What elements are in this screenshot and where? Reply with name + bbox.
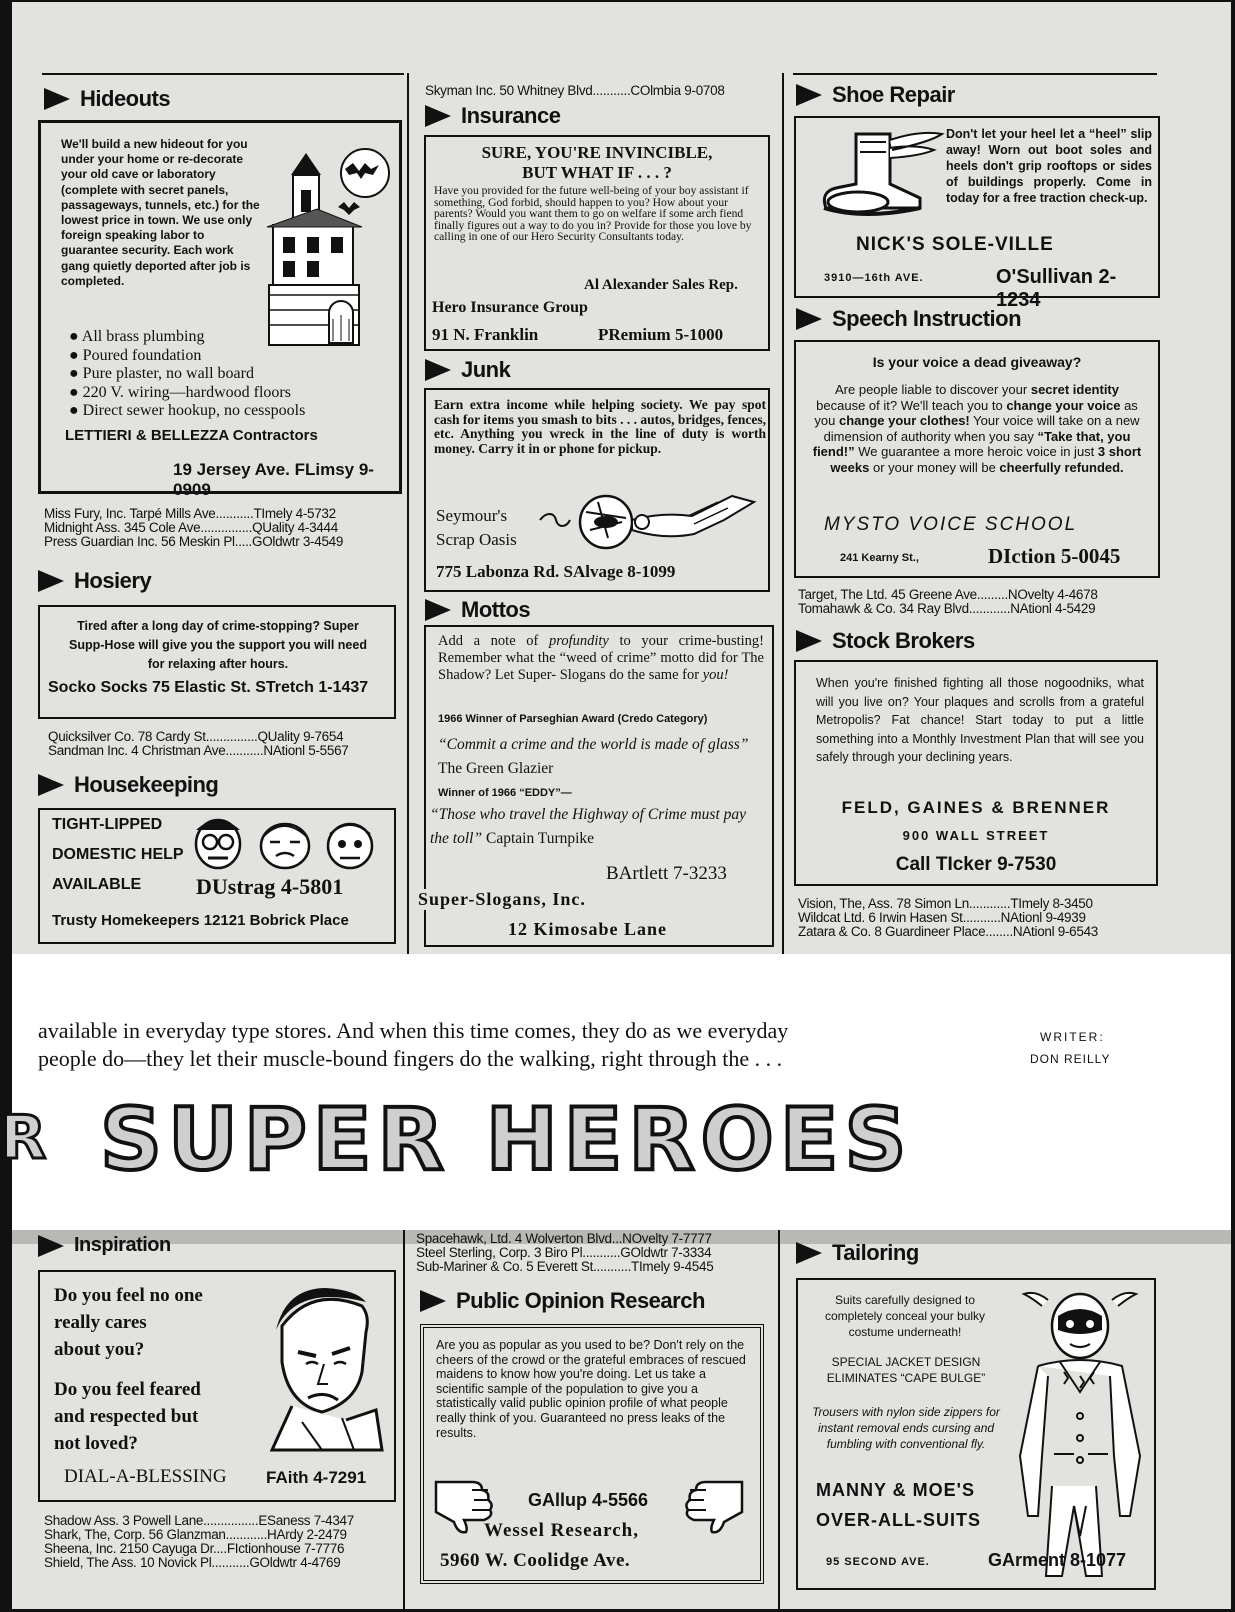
speech-address: 241 Kearny St.,: [840, 552, 919, 564]
shoe-repair-company: NICK'S SOLE-VILLE: [856, 234, 1054, 255]
insurance-body: Have you provided for the future well-being of your boy assistant if something, God forbid, should happen to you? How about your parents? Would you want them to go on welfare if some arch fiend finally figures out a way to do you in? Provide for those you love by calling in one of our Hero Security Consultants today.: [434, 184, 752, 244]
inspiration-question-1: Do you feel no one really cares about you?: [54, 1285, 203, 1360]
public-opinion-phone: GAllup 4-5566: [528, 1490, 649, 1510]
listing-row: Steel Sterling, Corp. 3 Biro Pl...........GOldwtr 7-3334: [416, 1245, 712, 1260]
heading-hosiery: Hosiery: [38, 568, 151, 594]
heading-shoe-repair: Shoe Repair: [796, 82, 955, 108]
inspiration-service: DIAL-A-BLESSING: [64, 1466, 227, 1487]
speech-phone: DIction 5-0045: [988, 544, 1121, 568]
hosiery-contact: Socko Socks 75 Elastic St. STretch 1-1437: [48, 679, 369, 696]
listings-group-b: [48, 730, 349, 758]
insurance-address: 91 N. Franklin: [432, 325, 539, 344]
hideouts-address: 19 Jersey Ave. FLimsy 9-0909: [173, 460, 374, 499]
flying-hero-with-junk-icon: [538, 490, 758, 552]
housekeeping-ad: [38, 808, 396, 944]
inspiration-question-2: Do you feel feared and respected but not loved?: [54, 1379, 201, 1454]
triangle-bullet-icon: [425, 599, 451, 621]
insurance-headline-2: BUT WHAT IF . . . ?: [522, 163, 672, 182]
winged-boot-icon: [816, 128, 946, 216]
insurance-company: Hero Insurance Group: [432, 299, 588, 316]
public-opinion-body: Are you as popular as you used to be? Don't rely on the cheers of the crowd or the grateful embraces of rescued maidens to know how you're doing. Let us take a scientific sample of the population to give you a statistically valid public opinion profile of what people really think of you. Guaranteed no press leaks of the results.: [436, 1338, 746, 1440]
shoe-repair-address: 3910—16th AVE.: [824, 272, 924, 284]
housekeeping-line2: DOMESTIC HELP: [52, 846, 184, 863]
listings-group-e: [44, 1514, 354, 1570]
listing-row: Vision, The, Ass. 78 Simon Ln............TImely 8-3450: [798, 896, 1093, 911]
super-heroes-title: SUPER HEROES: [100, 1090, 913, 1190]
mottos-quote-1: “Commit a crime and the world is made of glass” The Green Glazier: [438, 736, 749, 777]
listing-row: Sheena, Inc. 2150 Cayuga Dr....FIctionhouse 7-7776: [44, 1541, 345, 1556]
triangle-bullet-icon: [38, 774, 64, 796]
writer-name: DON REILLY: [1030, 1052, 1111, 1066]
speech-school: MYSTO VOICE SCHOOL: [824, 514, 1078, 535]
listing-skyman: Skyman Inc. 50 Whitney Blvd...........COlmbia 9-0708: [425, 83, 725, 98]
tailoring-text-1: Suits carefully designed to completely conceal your bulky costume underneath!: [824, 1293, 986, 1339]
insurance-ad: [424, 135, 770, 351]
triangle-bullet-icon: [420, 1290, 446, 1312]
feature-item: ● 220 V. wiring—hardwood floors: [69, 383, 291, 401]
feature-item: ● Direct sewer hookup, no cesspools: [69, 402, 306, 419]
public-opinion-address: 5960 W. Coolidge Ave.: [440, 1550, 631, 1571]
three-servants-faces-icon: [190, 814, 380, 870]
listings-group-c: [798, 588, 1098, 616]
heading-stock-brokers: Stock Brokers: [796, 628, 975, 654]
column-divider-2: [782, 73, 784, 955]
housekeeping-line3: AVAILABLE: [52, 876, 142, 893]
triangle-bullet-icon: [796, 308, 822, 330]
heading-speech-instruction: Speech Instruction: [796, 306, 1021, 332]
hosiery-ad: [38, 605, 396, 719]
tailoring-text-3: Trousers with nylon side zippers for instant removal ends cursing and fumbling with conventional fly.: [812, 1405, 1000, 1451]
speech-instruction-ad: [794, 340, 1160, 578]
hideouts-ad: [38, 120, 402, 499]
listing-row: Press Guardian Inc. 56 Meskin Pl.....GOldwtr 3-4549: [44, 534, 344, 549]
hosiery-body: Tired after a long day of crime-stopping? Super Supp-Hose will give you the support you will need for relaxing after hours.: [69, 619, 367, 671]
column-divider-4: [778, 1230, 780, 1612]
listing-row: Shield, The Ass. 10 Novick Pl...........GOldwtr 4-4769: [44, 1555, 341, 1570]
listing-row: Target, The Ltd. 45 Greene Ave.........NOvelty 4-4678: [798, 587, 1098, 602]
listing-row: Quicksilver Co. 78 Cardy St...............QUality 9-7654: [48, 729, 344, 744]
junk-name-1: Seymour's: [436, 506, 508, 525]
triangle-bullet-icon: [44, 88, 70, 110]
public-opinion-ad: [420, 1324, 764, 1584]
stock-brokers-body: When you're finished fighting all those nogoodniks, what will you live on? Your plaques and scrolls from a grateful Metropolis? Fat chance! Start today to put a little something into a Monthly Investment Plan that will see you safely through your declining years.: [816, 676, 1144, 765]
hideouts-company: LETTIERI & BELLEZZA Contractors: [65, 427, 318, 444]
mottos-ad: [418, 625, 774, 947]
feature-item: ● Pure plaster, no wall board: [69, 365, 254, 382]
mottos-address: 12 Kimosabe Lane: [508, 919, 668, 939]
mottos-body: Add a note of profundity to your crime-busting! Remember what the “weed of crime” motto did for The Shadow? Let Super- Slogans do the same for you!: [438, 633, 764, 683]
heading-public-opinion-research: Public Opinion Research: [420, 1288, 705, 1314]
tailoring-company-2: OVER-ALL-SUITS: [816, 1510, 981, 1530]
junk-ad: [424, 388, 770, 592]
thumbs-down-right-icon: [674, 1474, 748, 1534]
listings-group-a: [44, 507, 343, 549]
stock-brokers-ad: [794, 660, 1158, 886]
triangle-bullet-icon: [38, 570, 64, 592]
hideouts-features: [69, 328, 305, 421]
triangle-bullet-icon: [38, 1235, 64, 1257]
stock-brokers-phone: Call TIcker 9-7530: [895, 854, 1057, 875]
heading-housekeeping: Housekeeping: [38, 772, 218, 798]
housekeeping-phone: DUstrag 4-5801: [196, 874, 344, 899]
mottos-quote-2: “Those who travel the Highway of Crime must pay the toll” Captain Turnpike: [430, 806, 747, 847]
heading-inspiration: Inspiration: [38, 1234, 171, 1257]
tailoring-phone: GArment 8-1077: [988, 1550, 1127, 1570]
speech-body: Are people liable to discover your secret identity because of it? We'll teach you to change your voice as you change your clothes! Your voice will take on a new dimension of authority when you say “Take that, you fiend!” We guarantee a more heroic voice in just 3 short weeks or your money will be cheerfully refunded.: [812, 382, 1142, 475]
heading-hideouts: Hideouts: [44, 86, 170, 112]
shoe-repair-phone: O'Sullivan 2-1234: [996, 266, 1117, 311]
intro-text-line-1: available in everyday type stores. And when this time comes, they do as we everyday: [38, 1018, 789, 1043]
banner-partial-letter: R: [0, 1103, 53, 1173]
hero-in-suit-icon: [1008, 1286, 1154, 1586]
junk-name-2: Scrap Oasis: [436, 530, 517, 549]
housekeeping-footer: Trusty Homekeepers 12121 Bobrick Place: [52, 912, 349, 929]
shoe-repair-body: Don't let your heel let a “heel” slip away! Worn out boot soles and heels don't grip rooftops or sides of buildings properly. Come in today for a free traction check-up.: [946, 127, 1152, 205]
column-divider-1: [407, 73, 409, 955]
heading-mottos: Mottos: [425, 597, 530, 623]
listings-group-d: [798, 897, 1098, 939]
speech-headline: Is your voice a dead giveaway?: [872, 354, 1082, 370]
listing-row: Tomahawk & Co. 34 Ray Blvd............NAtionl 4-5429: [798, 601, 1096, 616]
tailoring-ad: [796, 1278, 1156, 1590]
housekeeping-line1: TIGHT-LIPPED: [52, 816, 163, 833]
top-rule-left: [42, 73, 404, 75]
junk-body: Earn extra income while helping society. We pay spot cash for items you smash to bits . . . autos, bridges, fences, etc. Anything you wreck in the line of duty is worth money. Carry it in or phone for pickup.: [434, 397, 767, 456]
listing-row: Miss Fury, Inc. Tarpé Mills Ave...........TImely 4-5732: [44, 506, 336, 521]
sad-hero-portrait-icon: [262, 1286, 392, 1454]
hideouts-body: We'll build a new hideout for you under your home or re-decorate your old cave or laboratory (complete with secret panels, passageways, tunnels, etc.) for the lowest price in town. We use only foreign speaking labor to guarantee security. Each work gang quietly deported after job is completed.: [61, 137, 260, 288]
heading-junk: Junk: [425, 357, 510, 383]
listing-row: Midnight Ass. 345 Cole Ave...............QUality 4-3444: [44, 520, 338, 535]
writer-label: WRITER:: [1040, 1030, 1105, 1044]
tailoring-text-2: SPECIAL JACKET DESIGN ELIMINATES “CAPE BULGE”: [826, 1355, 986, 1385]
triangle-bullet-icon: [796, 630, 822, 652]
listing-row: Shadow Ass. 3 Powell Lane................ESaness 7-4347: [44, 1513, 354, 1528]
heading-insurance: Insurance: [425, 103, 560, 129]
mottos-award-1: 1966 Winner of Parseghian Award (Credo Category): [438, 713, 708, 725]
listing-row: Shark, The, Corp. 56 Glanzman............HArdy 2-2479: [44, 1527, 347, 1542]
triangle-bullet-icon: [796, 84, 822, 106]
insurance-phone: PRemium 5-1000: [598, 325, 724, 344]
column-divider-3: [403, 1230, 405, 1612]
triangle-bullet-icon: [425, 105, 451, 127]
mottos-company: Super-Slogans, Inc.: [418, 889, 590, 910]
stock-brokers-company: FELD, GAINES & BRENNER: [841, 798, 1111, 817]
public-opinion-company: Wessel Research,: [484, 1520, 639, 1541]
feature-item: ● All brass plumbing: [69, 328, 205, 345]
tailoring-company-1: MANNY & MOE'S: [816, 1480, 975, 1500]
listing-row: Sandman Inc. 4 Christman Ave...........NAtionl 5-5567: [48, 743, 349, 758]
triangle-bullet-icon: [425, 359, 451, 381]
listing-row: Spacehawk, Ltd. 4 Wolverton Blvd...NOvelty 7-7777: [416, 1231, 712, 1246]
listings-group-f: [416, 1232, 713, 1274]
intro-text-line-2: people do—they let their muscle-bound fingers do the walking, right through the . . .: [38, 1046, 783, 1071]
listing-row: Zatara & Co. 8 Guardineer Place........NAtionl 9-6543: [798, 924, 1099, 939]
inspiration-ad: [38, 1270, 396, 1502]
tailoring-address: 95 SECOND AVE.: [826, 1556, 930, 1568]
inspiration-phone: FAith 4-7291: [266, 1468, 367, 1487]
shoe-repair-ad: [794, 116, 1160, 311]
mottos-phone: BArtlett 7-3233: [606, 863, 727, 884]
listing-row: Sub-Mariner & Co. 5 Everett St...........TImely 9-4545: [416, 1259, 714, 1274]
top-rule-right: [793, 73, 1157, 75]
listing-row: Wildcat Ltd. 6 Irwin Hasen St...........NAtionl 9-4939: [798, 910, 1086, 925]
insurance-headline-1: SURE, YOU'RE INVINCIBLE,: [481, 143, 713, 162]
triangle-bullet-icon: [796, 1242, 822, 1264]
feature-item: ● Poured foundation: [69, 346, 202, 364]
heading-tailoring: Tailoring: [796, 1240, 919, 1266]
mottos-award-2: Winner of 1966 “EDDY”—: [438, 787, 572, 799]
insurance-rep: Al Alexander Sales Rep.: [584, 277, 738, 293]
junk-address: 775 Labonza Rd. SAlvage 8-1099: [436, 562, 676, 581]
stock-brokers-address: 900 WALL STREET: [902, 828, 1050, 843]
